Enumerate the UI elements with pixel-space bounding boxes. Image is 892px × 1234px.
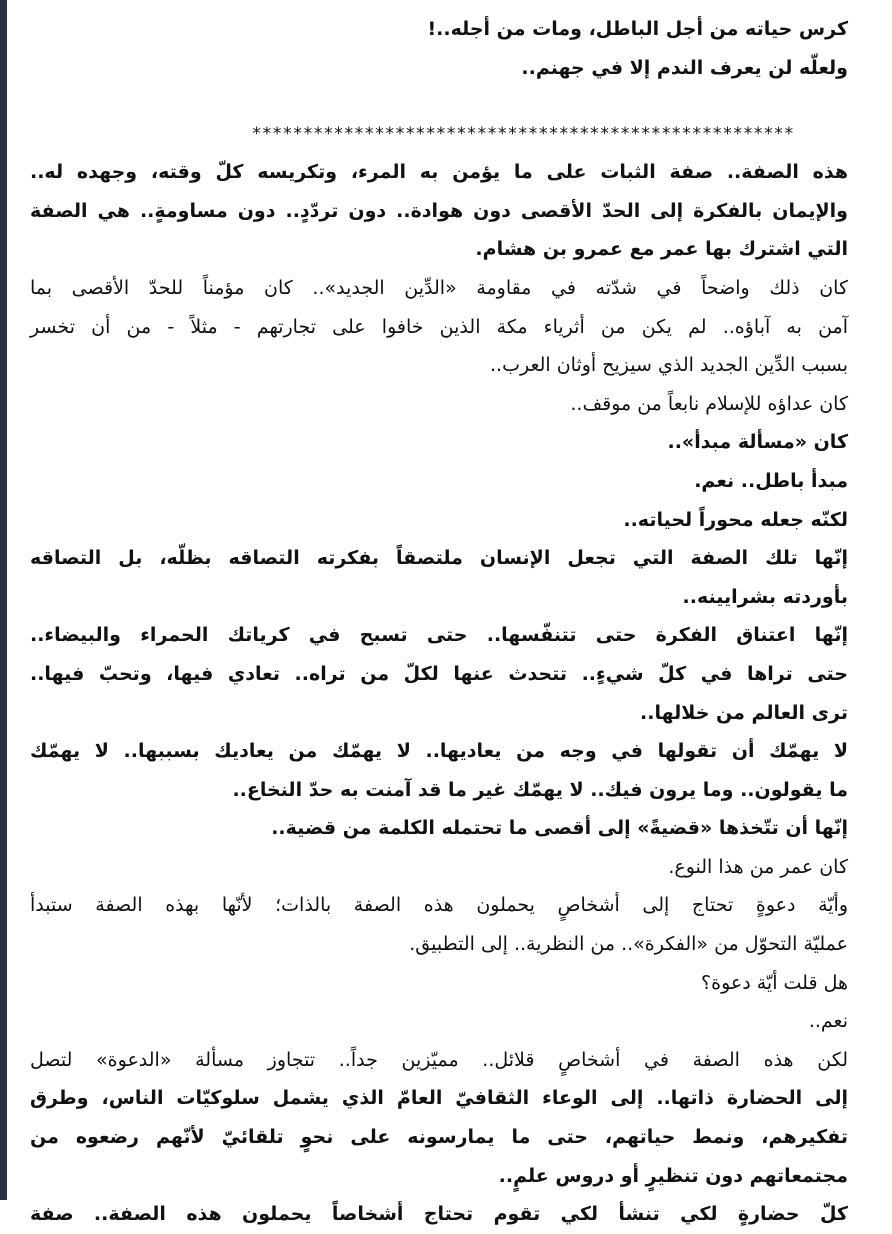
text-line: بأوردته بشرايينه.. — [682, 585, 848, 608]
document-body — [30, 153, 848, 1234]
text-line: آمن به آباؤه.. لم يكن من أثرياء مكة الذين خافوا على تجارتهم - مثلاً - من أن تخسر — [30, 315, 848, 338]
text-line: لكنّه جعله محوراً لحياته.. — [623, 508, 848, 531]
text-line: التي اشترك بها عمر مع عمرو بن هشام. — [475, 238, 848, 261]
section-gap — [30, 87, 848, 115]
text-line: بسبب الدِّين الجديد الذي سيزيح أوثان العرب.. — [490, 354, 848, 377]
text-line: إنّها اعتناق الفكرة حتى تتنفّسها.. حتى تسبح في كرياتك الحمراء والبيضاء.. — [30, 624, 848, 647]
text-line: هذه الصفة.. صفة الثبات على ما يؤمن به المرء، وتكريسه كلّ وقته، وجهده له.. — [30, 161, 848, 184]
text-line: حتى تراها في كلّ شيءٍ.. تتحدث عنها لكلّ من تراه.. تعادي فيها، وتحبّ فيها.. — [30, 662, 848, 685]
text-line: عمليّة التحوّل من «الفكرة».. من النظرية.. إلى التطبيق. — [409, 933, 848, 956]
text-line: إلى الحضارة ذاتها.. إلى الوعاء الثقافيّ العامّ الذي يشمل سلوكيّات الناس، وطرق — [30, 1087, 848, 1110]
text-line: ترى العالم من خلالها.. — [640, 701, 848, 724]
text-line: كان عداؤه للإسلام نابعاً من موقف.. — [570, 392, 848, 415]
document-header-lines — [30, 10, 848, 87]
text-line: إنّها تلك الصفة التي تجعل الإنسان ملتصقاً بفكرته التصاقه بظلّه، بل التصاقه — [30, 547, 848, 570]
text-line: نعم.. — [808, 1010, 848, 1033]
text-line: لكن هذه الصفة في أشخاصٍ قلائل.. مميّزين جداً.. تتجاوز مسألة «الدعوة» لتصل — [30, 1048, 848, 1071]
text-line: كان «مسألة مبدأ».. — [667, 431, 848, 454]
text-line: هل قلت أيّة دعوة؟ — [701, 971, 848, 994]
document-page — [30, 10, 848, 1226]
text-line: وأيّة دعوةٍ تحتاج إلى أشخاصٍ يحملون هذه الصفة بالذات؛ لأنّها بهذه الصفة ستبدأ — [30, 894, 848, 917]
text-line: والإيمان بالفكرة إلى الحدّ الأقصى دون هوادة.. دون تردّدٍ.. دون مساومةٍ.. هي الصفة — [30, 199, 848, 222]
text-line: كان ذلك واضحاً في شدّته في مقاومة «الدِّين الجديد».. كان مؤمناً للحدّ الأقصى بما — [30, 276, 848, 299]
separator-stars: ***************************************************** — [251, 124, 794, 145]
text-line: مبدأ باطل.. نعم. — [694, 469, 848, 492]
text-line: تفكيرهم، ونمط حياتهم، حتى ما يمارسونه على نحوٍ تلقائيّ لأنّهم رضعوه من — [30, 1126, 848, 1149]
left-edge-bar — [0, 0, 7, 1200]
text-line: كرس حياته من أجل الباطل، ومات من أجله..! — [427, 18, 848, 40]
text-line: لا يهمّك أن تقولها في وجه من يعاديها.. لا يهمّك من يعاديك بسببها.. لا يهمّك — [30, 740, 848, 763]
text-line: كان عمر من هذا النوع. — [668, 855, 848, 878]
text-line: إنّها أن تتّخذها «قضيةً» إلى أقصى ما تحتمله الكلمة من قضية.. — [271, 817, 848, 840]
text-line: ولعلّه لن يعرف الندم إلا في جهنم.. — [521, 56, 848, 79]
text-line: ما يقولون.. وما يرون فيك.. لا يهمّك غير ما قد آمنت به حدّ النخاع.. — [232, 778, 848, 801]
text-line: مجتمعاتهم دون تنظيرٍ أو دروس علمٍ.. — [498, 1164, 848, 1187]
text-line: كلّ حضارةٍ لكي تنشأ لكي تقوم تحتاج أشخاصاً يحملون هذه الصفة.. صفة — [30, 1203, 848, 1226]
